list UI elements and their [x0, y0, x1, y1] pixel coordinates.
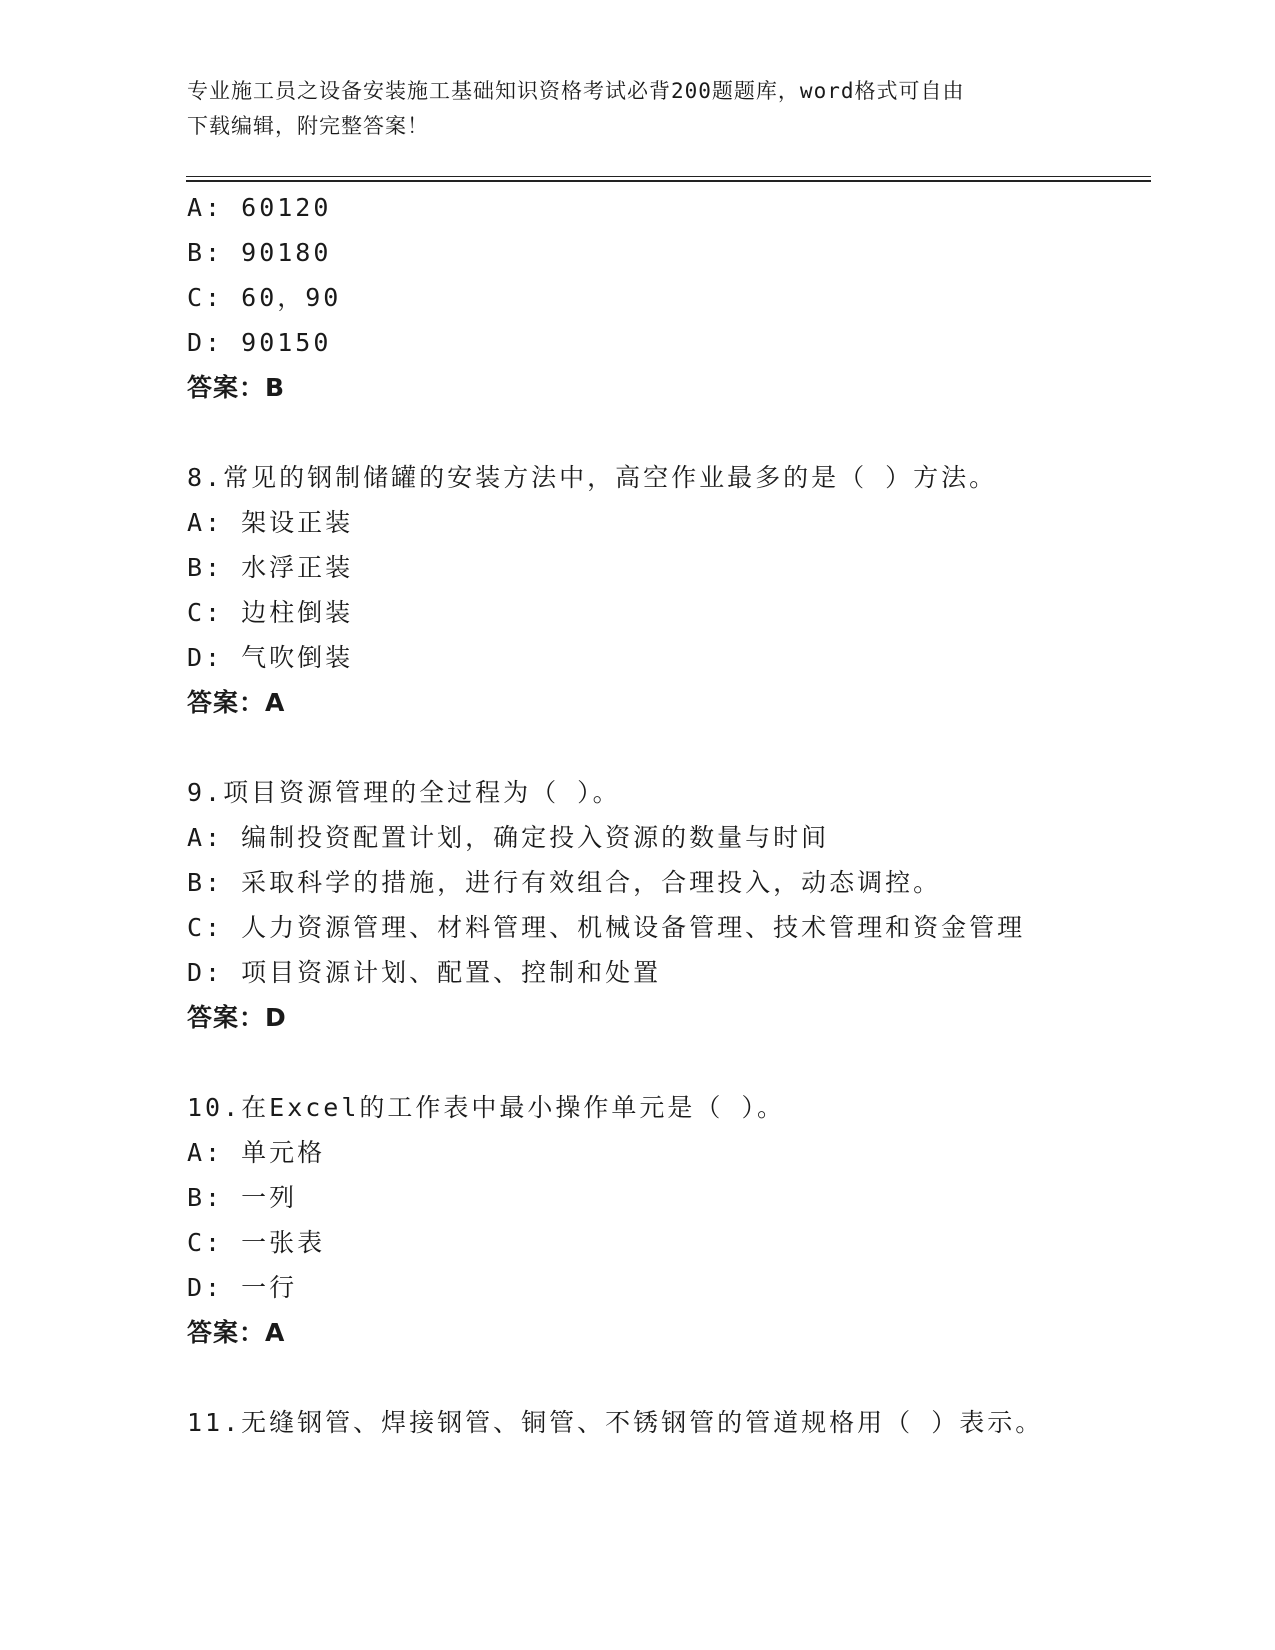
q7-option-d: D: 90150 [187, 328, 332, 357]
q8-option-b: B: 水浮正装 [187, 553, 354, 582]
q10-option-c: C: 一张表 [187, 1228, 326, 1257]
q10-option-b: B: 一列 [187, 1183, 298, 1212]
q7-option-c: C: 60，90 [187, 283, 342, 312]
q7-option-b: B: 90180 [187, 238, 332, 267]
q9-option-d: D: 项目资源计划、配置、控制和处置 [187, 958, 662, 987]
q7-option-a: A: 60120 [187, 193, 332, 222]
document-header [187, 74, 1087, 144]
q9-question: 9.项目资源管理的全过程为（ ）。 [187, 778, 621, 807]
q11-question: 11.无缝钢管、焊接钢管、铜管、不锈钢管的管道规格用（ ）表示。 [187, 1408, 1044, 1437]
q10-question: 10.在Excel的工作表中最小操作单元是（ ）。 [187, 1093, 785, 1122]
q8-answer: 答案：A [187, 688, 286, 717]
header-rule-thick [186, 180, 1151, 182]
header-rule-thin [186, 176, 1151, 177]
q8-option-c: C: 边柱倒装 [187, 598, 354, 627]
q7-answer: 答案：B [187, 373, 286, 402]
q10-answer: 答案：A [187, 1318, 286, 1347]
q9-answer: 答案：D [187, 1003, 287, 1032]
header-line-2: 下载编辑，附完整答案！ [187, 114, 429, 138]
q8-option-d: D: 气吹倒装 [187, 643, 354, 672]
q8-question: 8.常见的钢制储罐的安装方法中，高空作业最多的是（ ）方法。 [187, 463, 998, 492]
header-line-1: 专业施工员之设备安装施工基础知识资格考试必背200题题库，word格式可自由 [187, 79, 965, 103]
q10-option-d: D: 一行 [187, 1273, 298, 1302]
q9-option-a: A: 编制投资配置计划，确定投入资源的数量与时间 [187, 823, 830, 852]
q10-option-a: A: 单元格 [187, 1138, 326, 1167]
q9-option-b: B: 采取科学的措施，进行有效组合，合理投入，动态调控。 [187, 868, 942, 897]
q8-option-a: A: 架设正装 [187, 508, 354, 537]
q9-option-c: C: 人力资源管理、材料管理、机械设备管理、技术管理和资金管理 [187, 913, 1026, 942]
